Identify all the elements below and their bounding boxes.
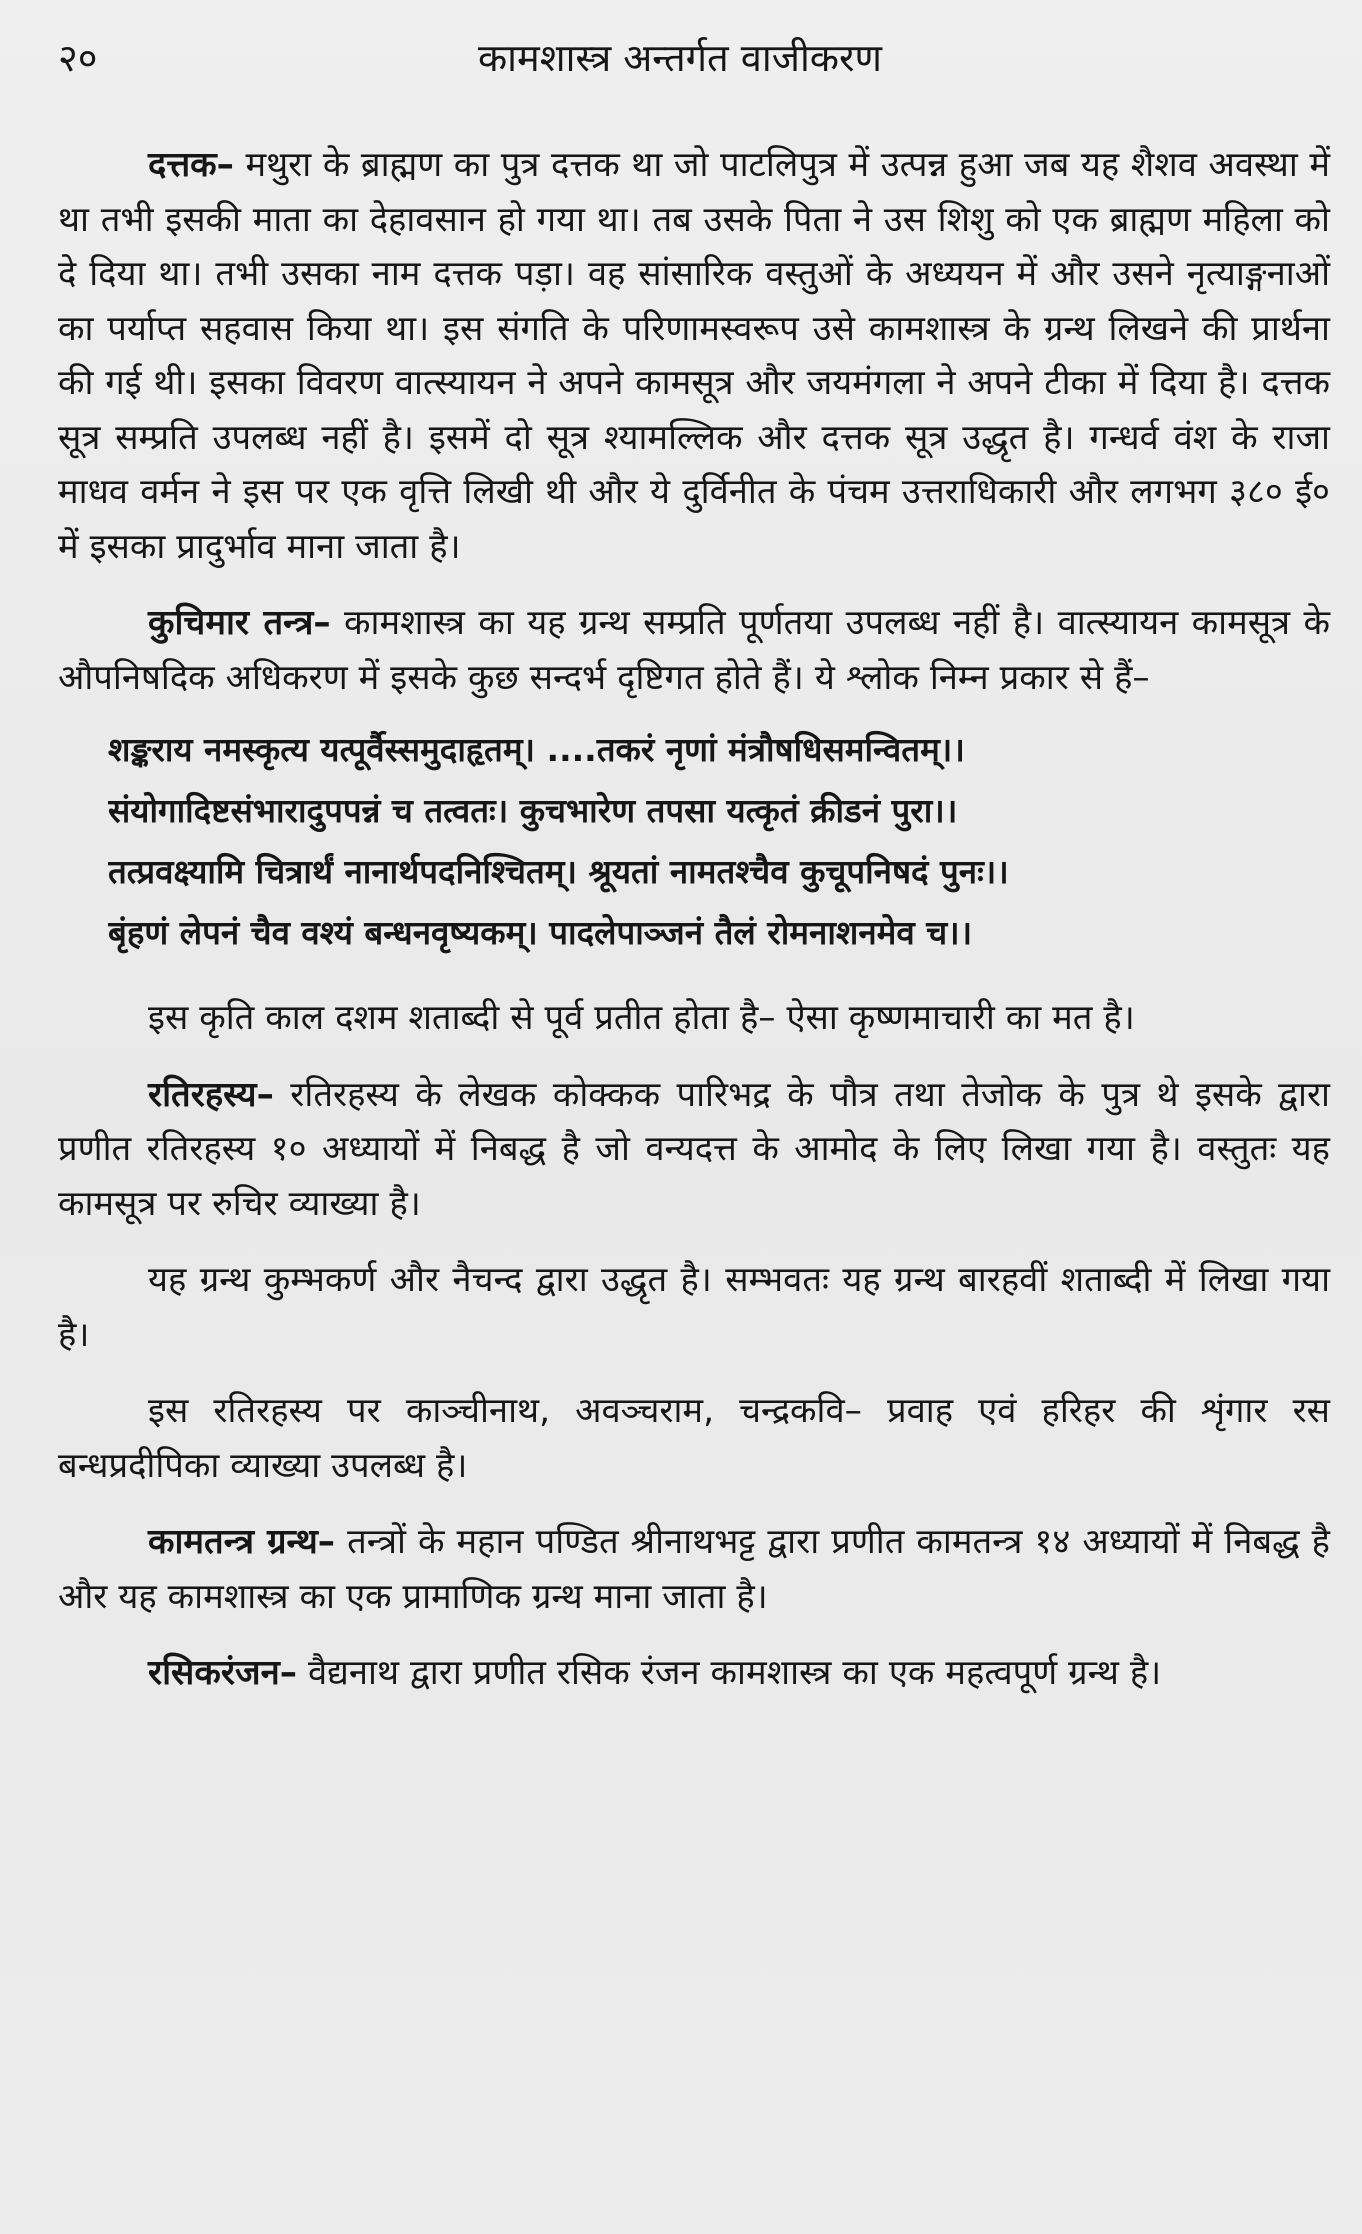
paragraph-ratirahasya-3: इस रतिरहस्य पर काञ्चीनाथ, अवञ्चराम, चन्द्रकवि– प्रवाह एवं हरिहर की शृंगार रस बन्धप्रदीपिका व्याख्या उपलब्ध है। (58, 1391, 1330, 1486)
term-kamatantra: कामतन्त्र ग्रन्थ– (148, 1522, 336, 1562)
paragraph-kuchimar-text: कामशास्त्र का यह ग्रन्थ सम्प्रति पूर्णतया उपलब्ध नहीं है। वात्स्यायन कामसूत्र के औपनिषदिक अधिकरण में इसके कुछ सन्दर्भ दृष्टिगत होते हैं। ये श्लोक निम्न प्रकार से हैं– (58, 603, 1330, 698)
running-title: कामशास्त्र अन्तर्गत वाजीकरण (478, 36, 883, 80)
term-rasikaranjan: रसिकरंजन– (148, 1653, 297, 1693)
page-header (58, 28, 1302, 88)
term-kuchimar-tantra: कुचिमार तन्त्र– (148, 603, 331, 643)
paragraph-ratirahasya-text: रतिरहस्य के लेखक कोक्कक पारिभद्र के पौत्र तथा तेजोक के पुत्र थे इसके द्वारा प्रणीत रतिरहस्य १० अध्यायों में निबद्ध है जो वन्यदत्त के आमोद के लिए लिखा गया है। वस्तुतः यह कामसूत्र पर रुचिर व्याख्या है। (58, 1074, 1330, 1224)
paragraph-after-verses: इस कृति काल दशम शताब्दी से पूर्व प्रतीत होता है– ऐसा कृष्णमाचारी का मत है। (148, 998, 1135, 1038)
paragraph-kuchimar (58, 596, 1330, 705)
term-ratirahasya: रतिरहस्य– (148, 1074, 274, 1115)
paragraph-dattak (58, 138, 1330, 574)
paragraph-kamatantra-text: तन्त्रों के महान पण्डित श्रीनाथभट्ट द्वारा प्रणीत कामतन्त्र १४ अध्यायों में निबद्ध है और यह कामशास्त्र का एक प्रामाणिक ग्रन्थ माना जाता है। (58, 1522, 1331, 1617)
shloka-line-4: बृंहणं लेपनं चैव वश्यं बन्धनवृष्यकम्। पादलेपाञ्जनं तैलं रोमनाशनमेव च।। (108, 913, 973, 952)
shloka-block (108, 719, 1298, 963)
body-text (58, 138, 1330, 1723)
paragraph-rasikaranjan-text: वैद्यनाथ द्वारा प्रणीत रसिक रंजन कामशास्त्र का एक महत्वपूर्ण ग्रन्थ है। (296, 1653, 1162, 1693)
paragraph-ratirahasya-2: यह ग्रन्थ कुम्भकर्ण और नैचन्द द्वारा उद्धृत है। सम्भवतः यह ग्रन्थ बारहवीं शताब्दी में लिखा गया है। (58, 1260, 1330, 1355)
page-number: २० (58, 36, 98, 80)
shloka-line-1: शङ्कराय नमस्कृत्य यत्पूर्वैस्समुदाहृतम्। ....तकरं नृणां मंत्रौषधिसमन्वितम्।। (108, 730, 965, 769)
term-dattak: दत्तक– (148, 145, 234, 185)
shloka-line-3: तत्प्रवक्ष्यामि चित्रार्थं नानार्थपदनिश्चितम्। श्रूयतां नामतश्चैव कुचूपनिषदं पुनः।। (108, 852, 1009, 891)
paragraph-rasikaranjan (58, 1646, 1330, 1701)
paragraph-kamatantra (58, 1515, 1330, 1624)
shloka-line-2: संयोगादिष्टसंभारादुपपन्नं च तत्वतः। कुचभारेण तपसा यत्कृतं क्रीडनं पुरा।। (108, 791, 958, 830)
paragraph-dattak-text: मथुरा के ब्राह्मण का पुत्र दत्तक था जो पाटलिपुत्र में उत्पन्न हुआ जब यह शैशव अवस्था में था तभी इसकी माता का देहावसान हो गया था। तब उसके पिता ने उस शिशु को एक ब्राह्मण महिला को दे दिया था। तभी उसका नाम दत्तक पड़ा। वह सांसारिक वस्तुओं के अध्ययन में और उसने नृत्याङ्गनाओं का पर्याप्त सहवास किया था। इस संगति के परिणामस्वरूप उसे कामशास्त्र के ग्रन्थ लिखने की प्रार्थना की गई थी। इसका विवरण वात्स्यायन ने अपने कामसूत्र और जयमंगला ने अपने टीका में दिया है। दत्तक सूत्र सम्प्रति उपलब्ध नहीं है। इसमें दो सूत्र श्यामल्लिक और दत्तक सूत्र उद्धृत है। गन्धर्व वंश के राजा माधव वर्मन ने इस पर एक वृत्ति लिखी थी और ये दुर्विनीत के पंचम उत्तराधिकारी और लगभग ३८० ई० में इसका प्रादुर्भाव माना जाता है। (58, 145, 1330, 567)
paragraph-ratirahasya (58, 1068, 1330, 1232)
